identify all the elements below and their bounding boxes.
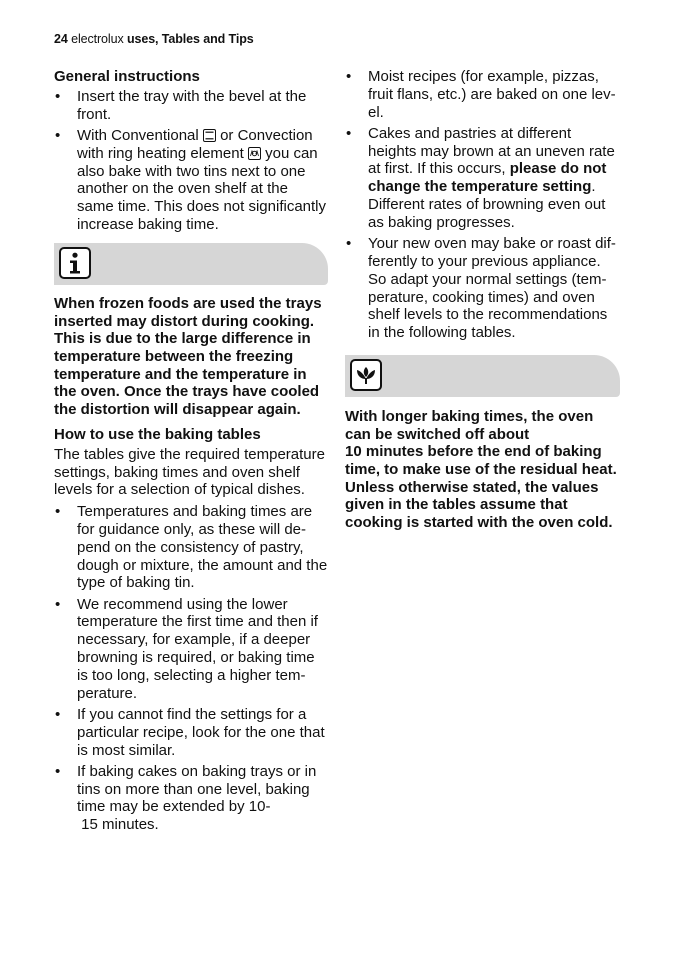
list-item: • We recommend using the lower temperature the first time and then if necessary, for example, if a deeper browning is required, or baking time is too long, selecting a higher temperature. (54, 596, 328, 703)
tip-bar (345, 355, 620, 397)
emphasis-text: please do not change the temperature setting (368, 160, 607, 196)
list-item: • Temperatures and baking times are for guidance only, as these will depend on the consistency of pastry, dough or mixture, the amount and the type of baking tin. (54, 503, 328, 592)
text-fragment: or Convection with ring heating element (77, 127, 313, 162)
information-bar (54, 243, 328, 285)
tip-line: With longer baking times, the oven can be switched off about (345, 407, 594, 443)
list-item: • If you cannot find the settings for a particular recipe, look for the one that is most similar. (54, 706, 328, 759)
info-icon (59, 247, 91, 279)
left-column (54, 68, 328, 838)
list-item: • If baking cakes on baking trays or in tins on more than one level, baking time may be extended by 10- 15 minutes. (54, 763, 328, 834)
baking-tables-heading: How to use the baking tables (54, 425, 261, 443)
text-fragment: . Different rates of browning even out as baking progresses. (368, 178, 606, 231)
list-item: • Insert the tray with the bevel at the front. (54, 88, 328, 124)
list-item (54, 127, 328, 234)
text-fragment: you can also bake with two tins next to one another on the oven shelf at the same time. This does not significantly increase baking time. (77, 144, 327, 234)
list-item: • Your new oven may bake or roast differently to your previous appliance. So adapt your normal settings (temperature, cooking times) and oven shelf levels to the recommendations in the following tables. (345, 235, 620, 342)
frozen-foods-warning: When frozen foods are used the trays inserted may distort during cooking. This is due to the large difference in temperature between the freezing temperature and the temperature in the oven. Once the trays have cooled the distortion will disappear again. (54, 294, 322, 419)
page-header (54, 32, 254, 46)
text-fragment: With Conventional (77, 127, 203, 145)
text-fragment: Cakes and pastries at different heights may brown at an uneven rate at first. If this occurs, (368, 124, 615, 178)
general-instructions-heading: General instructions (54, 68, 200, 85)
tip-line: 10 minutes before the end of baking time, to make use of the residual heat. (345, 443, 617, 479)
list-item (345, 125, 620, 232)
section-title: uses, Tables and Tips (126, 32, 254, 46)
list-item: • Moist recipes (for example, pizzas, fruit flans, etc.) are baked on one level. (345, 68, 620, 121)
brand-name: electrolux (71, 32, 124, 46)
environment-tip-icon (350, 359, 382, 391)
page-number: 24 (54, 32, 68, 46)
conventional-heating-icon (203, 129, 216, 142)
convection-ring-heating-icon (248, 147, 261, 160)
baking-tables-intro: The tables give the required temperature settings, baking times and oven shelf levels for a selection of typical dishes. (54, 445, 325, 499)
right-column (345, 68, 620, 532)
residual-heat-tip (345, 408, 620, 532)
general-instructions-list (54, 88, 328, 234)
baking-tips-list (345, 68, 620, 342)
tip-line: Unless otherwise stated, the values given in the tables assume that cooking is started with the oven cold. (345, 478, 613, 532)
baking-tables-list (54, 503, 328, 834)
